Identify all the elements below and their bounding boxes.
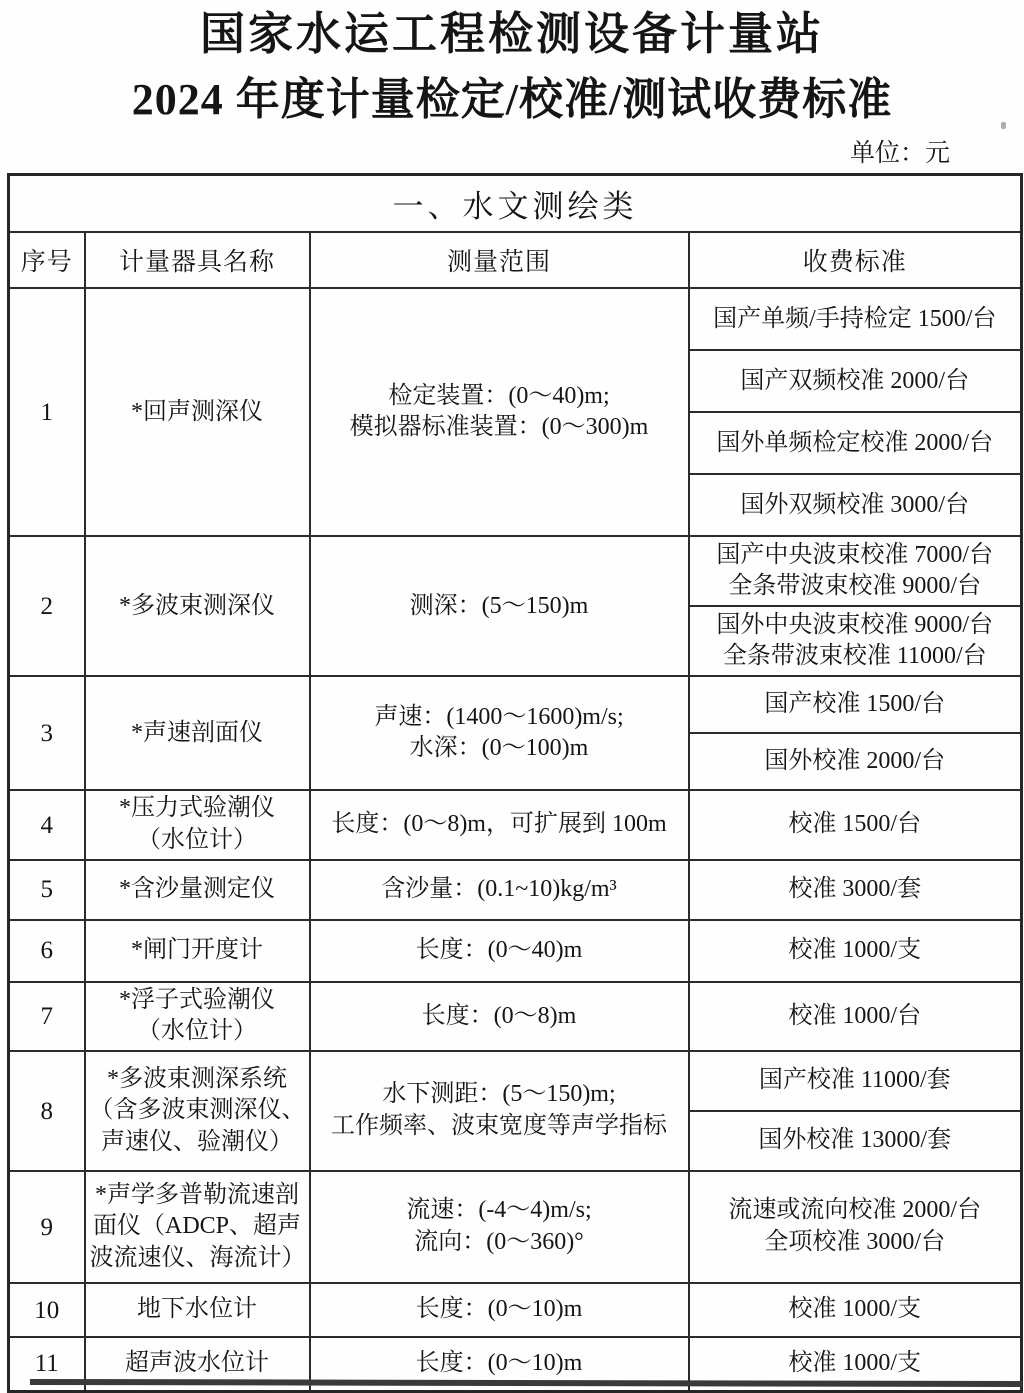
- measure-range-cell: [310, 790, 689, 859]
- fee-standard-cell: [689, 733, 1022, 790]
- table-row: [9, 1171, 1022, 1283]
- row-number-cell-line: 6: [40, 937, 53, 965]
- measure-range-cell: [310, 860, 689, 920]
- fee-standard-cell-line: 国外校准 13000/套: [758, 1127, 952, 1154]
- fee-standard-cell-line: 国产校准 1500/台: [764, 691, 946, 718]
- row-number-cell-line: 9: [40, 1213, 53, 1241]
- instrument-name-cell-line: （水位计）: [137, 1018, 257, 1045]
- table-row: [9, 982, 1022, 1051]
- instrument-name-cell-line: *浮子式验潮仪: [119, 986, 275, 1013]
- measure-range-cell-line: 测深：(5～150)m: [409, 592, 589, 619]
- row-number-cell-line: 2: [40, 592, 53, 620]
- instrument-name-cell: [85, 536, 310, 676]
- measure-range-cell: [310, 536, 689, 676]
- measure-range-cell-line: 长度：(0～8)m: [421, 1002, 577, 1029]
- measure-range-cell-line: 流速：(-4～4)m/s;: [406, 1197, 592, 1224]
- fee-standard-cell-line: 校准 3000/套: [788, 875, 922, 902]
- fee-standard-cell-line: 校准 1000/支: [788, 936, 922, 963]
- measure-range-cell-line: 水深：(0～100)m: [409, 735, 589, 762]
- measure-range-cell-line: 长度：(0～10)m: [415, 1296, 583, 1323]
- measure-range-cell-line: 长度：(0～40)m: [415, 936, 583, 963]
- instrument-name-cell: [85, 1171, 310, 1283]
- measure-range-cell-line: 水下测距：(5～150)m;: [382, 1081, 616, 1108]
- table-row: [9, 676, 1022, 733]
- instrument-name-cell-line: *多波束测深系统: [107, 1065, 287, 1092]
- instrument-name-cell: [85, 676, 310, 790]
- instrument-name-cell-line: （水位计）: [137, 827, 257, 854]
- measure-range-cell: [310, 1051, 689, 1171]
- table-row: [9, 536, 1022, 606]
- instrument-name-cell-line: *声学多普勒流速剖: [95, 1181, 299, 1208]
- measure-range-cell-line: 模拟器标准装置：(0～300)m: [349, 414, 649, 441]
- section-title: 一、水文测绘类: [9, 174, 1022, 232]
- measure-range-cell: [310, 288, 689, 536]
- table-row: [9, 860, 1022, 920]
- fee-standard-cell-line: 国产校准 11000/套: [758, 1067, 951, 1094]
- document-title-line2: 2024 年度计量检定/校准/测试收费标准: [131, 74, 893, 124]
- row-number-cell-line: 4: [40, 811, 53, 839]
- instrument-name-cell: [85, 1283, 310, 1337]
- instrument-name-cell-line: 超声波水位计: [125, 1349, 269, 1376]
- measure-range-cell-line: 含沙量：(0.1~10)kg/m³: [381, 875, 617, 902]
- fee-standard-cell: [689, 606, 1022, 676]
- row-number-cell-line: 7: [40, 1002, 53, 1030]
- instrument-name-cell-line: 波流速仪、海流计）: [89, 1244, 306, 1271]
- measure-range-cell-line: 声速：(1400～1600)m/s;: [374, 703, 624, 730]
- fee-standard-cell: [689, 288, 1022, 350]
- measure-range-cell: [310, 920, 689, 982]
- instrument-name-cell-line: 声速仪、验潮仪）: [101, 1128, 293, 1155]
- section-header-row: [9, 174, 1022, 232]
- fee-standard-cell-line: 国产中央波束校准 7000/台: [716, 541, 994, 568]
- instrument-name-cell: [85, 1051, 310, 1171]
- row-number-cell: [9, 1171, 85, 1283]
- measure-range-cell-line: 长度：(0～8)m，可扩展到 100m: [331, 811, 667, 838]
- fee-standard-cell: [689, 1171, 1022, 1283]
- table-row: [9, 790, 1022, 859]
- row-number-cell: [9, 982, 85, 1051]
- fee-standard-cell-line: 国外校准 2000/台: [764, 748, 946, 775]
- fee-standard-cell: [689, 1111, 1022, 1171]
- fee-standard-cell-line: 全条带波束校准 9000/台: [728, 573, 982, 600]
- row-number-cell-line: 11: [34, 1350, 59, 1378]
- instrument-name-cell: [85, 982, 310, 1051]
- column-header-instrument-name: 计量器具名称: [85, 232, 310, 288]
- table-row: [9, 288, 1022, 350]
- instrument-name-cell-line: *声速剖面仪: [131, 719, 263, 746]
- fee-standard-cell-line: 校准 1000/支: [788, 1296, 922, 1323]
- fee-standard-cell: [689, 1283, 1022, 1337]
- fee-standard-cell: [689, 676, 1022, 733]
- fee-standard-cell-line: 国外双频校准 3000/台: [740, 491, 970, 518]
- fee-standard-cell-line: 国产双频校准 2000/台: [740, 367, 970, 394]
- instrument-name-cell-line: （含多波束测深仪、: [89, 1097, 306, 1124]
- row-number-cell: [9, 288, 85, 536]
- instrument-name-cell: [85, 288, 310, 536]
- row-number-cell: [9, 676, 85, 790]
- column-header-no: 序号: [9, 232, 85, 288]
- row-number-cell: [9, 920, 85, 982]
- fee-standard-cell: [689, 982, 1022, 1051]
- fee-standard-cell-line: 流速或流向校准 2000/台: [728, 1197, 982, 1224]
- table-row: [9, 1283, 1022, 1337]
- instrument-name-cell-line: *回声测深仪: [131, 398, 263, 425]
- column-header-row: [9, 232, 1022, 288]
- fee-standard-cell-line: 校准 1000/台: [788, 1002, 922, 1029]
- measure-range-cell: [310, 1283, 689, 1337]
- fee-standard-cell: [689, 474, 1022, 536]
- measure-range-cell-line: 检定装置：(0～40)m;: [388, 382, 610, 409]
- fee-standard-cell: [689, 536, 1022, 606]
- measure-range-cell-line: 流向：(0～360)°: [414, 1229, 584, 1256]
- instrument-name-cell-line: 面仪（ADCP、超声: [92, 1213, 302, 1240]
- row-number-cell-line: 5: [40, 876, 53, 904]
- fee-standard-cell-line: 全项校准 3000/台: [764, 1229, 946, 1256]
- measure-range-cell-line: 长度：(0～10)m: [415, 1349, 583, 1376]
- fee-table-body: [9, 288, 1022, 1391]
- instrument-name-cell-line: 地下水位计: [137, 1296, 257, 1323]
- scan-artifact-speck: [1001, 122, 1006, 129]
- instrument-name-cell: [85, 920, 310, 982]
- fee-standard-cell: [689, 412, 1022, 474]
- instrument-name-cell: [85, 860, 310, 920]
- fee-standard-cell-line: 国外中央波束校准 9000/台: [716, 611, 994, 638]
- row-number-cell-line: 3: [40, 719, 53, 747]
- fee-standard-cell: [689, 920, 1022, 982]
- column-header-measure-range: 测量范围: [310, 232, 689, 288]
- fee-standard-cell: [689, 1051, 1022, 1111]
- measure-range-cell: [310, 1171, 689, 1283]
- instrument-name-cell-line: *闸门开度计: [131, 936, 263, 963]
- fee-standard-cell: [689, 350, 1022, 412]
- row-number-cell: [9, 536, 85, 676]
- row-number-cell: [9, 860, 85, 920]
- instrument-name-cell-line: *压力式验潮仪: [119, 795, 275, 822]
- fee-table: [7, 173, 1023, 1393]
- measure-range-cell: [310, 982, 689, 1051]
- fee-standard-cell: [689, 790, 1022, 859]
- row-number-cell-line: 8: [40, 1097, 53, 1125]
- measure-range-cell-line: 工作频率、波束宽度等声学指标: [331, 1113, 667, 1140]
- row-number-cell-line: 10: [34, 1296, 60, 1324]
- fee-standard-cell-line: 国产单频/手持检定 1500/台: [713, 305, 997, 332]
- fee-standard-cell-line: 全条带波束校准 11000/台: [722, 643, 987, 670]
- fee-standard-cell-line: 校准 1500/台: [788, 811, 922, 838]
- column-header-fee-standard: 收费标准: [689, 232, 1022, 288]
- fee-standard-cell-line: 校准 1000/支: [788, 1349, 922, 1376]
- unit-label: 单位：元: [849, 139, 950, 167]
- measure-range-cell: [310, 676, 689, 790]
- row-number-cell-line: 1: [40, 398, 53, 426]
- row-number-cell: [9, 1051, 85, 1171]
- row-number-cell: [9, 790, 85, 859]
- table-row: [9, 1051, 1022, 1111]
- row-number-cell: [9, 1283, 85, 1337]
- document-title-line1: 国家水运工程检测设备计量站: [199, 9, 824, 59]
- instrument-name-cell-line: *多波束测深仪: [119, 592, 275, 619]
- fee-standard-cell-line: 国外单频检定校准 2000/台: [716, 429, 994, 456]
- fee-standard-cell: [689, 860, 1022, 920]
- table-row: [9, 920, 1022, 982]
- instrument-name-cell: [85, 790, 310, 859]
- instrument-name-cell-line: *含沙量测定仪: [119, 875, 275, 902]
